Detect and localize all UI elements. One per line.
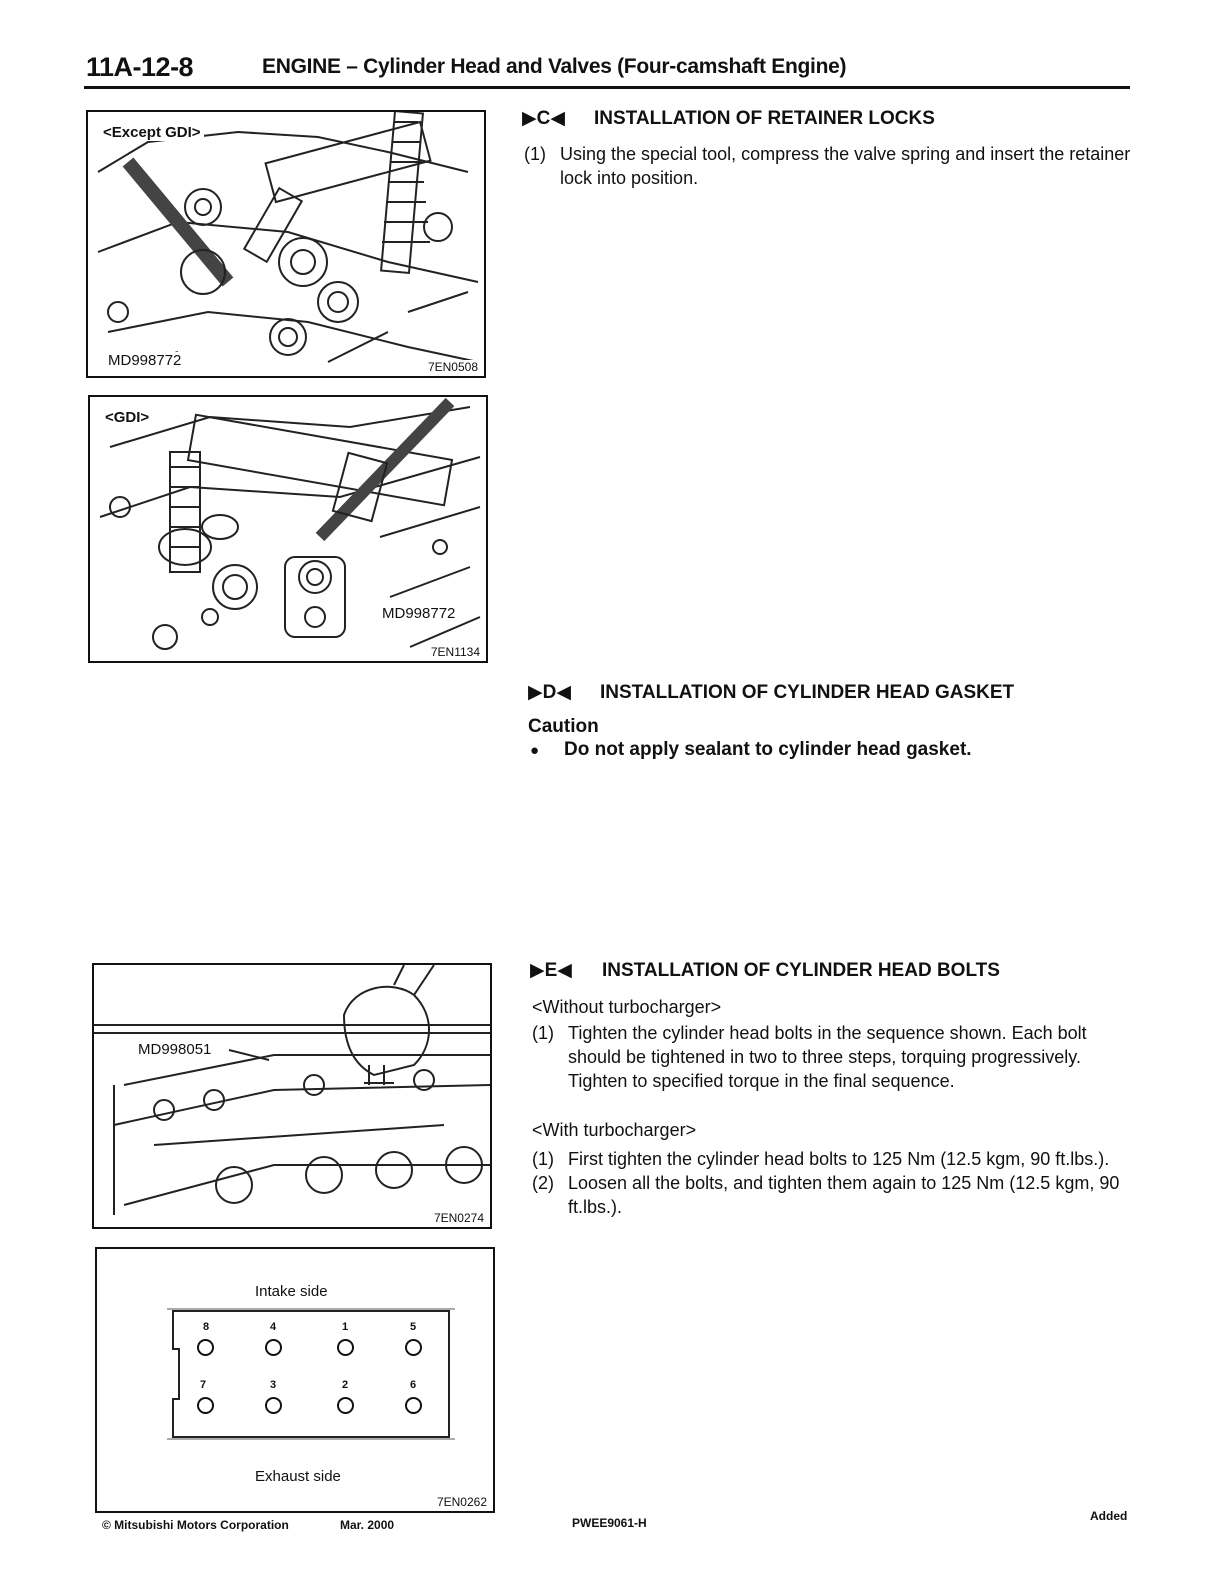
bolt-hole: [405, 1339, 422, 1356]
item-number: (1): [524, 144, 546, 164]
figure-retainer-lock-gdi: [88, 395, 488, 663]
list-item: [532, 1147, 1136, 1171]
section-c-heading: [522, 107, 935, 130]
bolt-sequence-number: 5: [409, 1321, 417, 1333]
item-text: Using the special tool, compress the valve spring and insert the retainer lock into position.: [560, 144, 1131, 188]
with-turbo-body: [532, 1147, 1136, 1219]
section-marker: ▶D◀: [528, 682, 571, 703]
without-turbo-label: <Without turbocharger>: [532, 997, 722, 1017]
figure-cylinder-head-bolts-tool: [92, 963, 492, 1229]
figure-code: 7EN1134: [430, 645, 480, 659]
section-d-heading: [528, 681, 1014, 704]
bolt-sequence-number: 7: [199, 1379, 207, 1391]
list-item: [524, 142, 1132, 190]
list-item: [532, 1171, 1136, 1219]
footer-doc-code: PWEE9061-H: [572, 1516, 647, 1530]
item-text: Tighten the cylinder head bolts in the sequence shown. Each bolt should be tightened in two to three steps, torquing progressively. Tighten to specified torque in the final sequence.: [568, 1023, 1087, 1091]
special-tool-label: MD998772: [382, 605, 456, 622]
bolt-sequence-number: 1: [341, 1321, 349, 1333]
engine-illustration: [88, 112, 484, 376]
figure-bolt-sequence-diagram: [95, 1247, 495, 1513]
figure-code: 7EN0262: [436, 1495, 487, 1509]
header-rule: [84, 86, 1130, 89]
bolt-sequence-number: 4: [269, 1321, 277, 1333]
footer-status: Added: [1090, 1509, 1128, 1523]
item-number: (1): [532, 1149, 554, 1169]
bolt-hole: [265, 1339, 282, 1356]
bolt-sequence-number: 2: [341, 1379, 349, 1391]
figure-retainer-lock-except-gdi: [86, 110, 486, 378]
caution-text: Do not apply sealant to cylinder head gasket.: [564, 739, 972, 760]
item-text: Loosen all the bolts, and tighten them again to 125 Nm (12.5 kgm, 90 ft.lbs.).: [568, 1173, 1120, 1217]
section-e-heading: [530, 959, 1000, 982]
bolt-hole: [405, 1397, 422, 1414]
bolt-hole: [265, 1397, 282, 1414]
page-title: ENGINE – Cylinder Head and Valves (Four-camshaft Engine): [262, 55, 847, 78]
section-title: INSTALLATION OF CYLINDER HEAD GASKET: [600, 682, 1015, 703]
special-tool-label: MD998772: [108, 352, 182, 369]
bolt-hole: [337, 1397, 354, 1414]
variant-label: <GDI>: [102, 409, 152, 426]
bolt-hole: [197, 1339, 214, 1356]
figure-code: 7EN0508: [427, 360, 478, 374]
caution-item: [530, 739, 972, 761]
intake-side-label: Intake side: [255, 1283, 328, 1300]
list-item: [532, 1021, 1136, 1093]
bolt-sequence-number: 6: [409, 1379, 417, 1391]
page-number: 11A-12-8: [86, 52, 194, 82]
bolt-hole: [197, 1397, 214, 1414]
section-marker: ▶C◀: [522, 108, 565, 129]
footer-copyright: © Mitsubishi Motors Corporation: [102, 1518, 289, 1532]
with-turbo-label: <With turbocharger>: [532, 1120, 697, 1140]
caution-title: Caution: [528, 716, 599, 737]
bolt-hole: [337, 1339, 354, 1356]
without-turbo-body: [532, 1021, 1136, 1093]
section-c-body: [524, 142, 1132, 190]
variant-label: <Except GDI>: [100, 124, 204, 141]
bolt-sequence-number: 8: [202, 1321, 210, 1333]
item-number: (2): [532, 1173, 554, 1193]
exhaust-side-label: Exhaust side: [255, 1468, 341, 1485]
special-tool-label: MD998051: [138, 1041, 212, 1058]
section-marker: ▶E◀: [530, 960, 572, 981]
item-number: (1): [532, 1023, 554, 1043]
engine-illustration: [94, 965, 490, 1227]
bullet: ●: [530, 742, 540, 759]
section-title: INSTALLATION OF RETAINER LOCKS: [594, 108, 935, 129]
footer-date: Mar. 2000: [340, 1518, 395, 1532]
bolt-sequence-number: 3: [269, 1379, 277, 1391]
figure-code: 7EN0274: [433, 1211, 484, 1225]
section-title: INSTALLATION OF CYLINDER HEAD BOLTS: [602, 960, 1000, 981]
item-text: First tighten the cylinder head bolts to 125 Nm (12.5 kgm, 90 ft.lbs.).: [568, 1149, 1110, 1169]
